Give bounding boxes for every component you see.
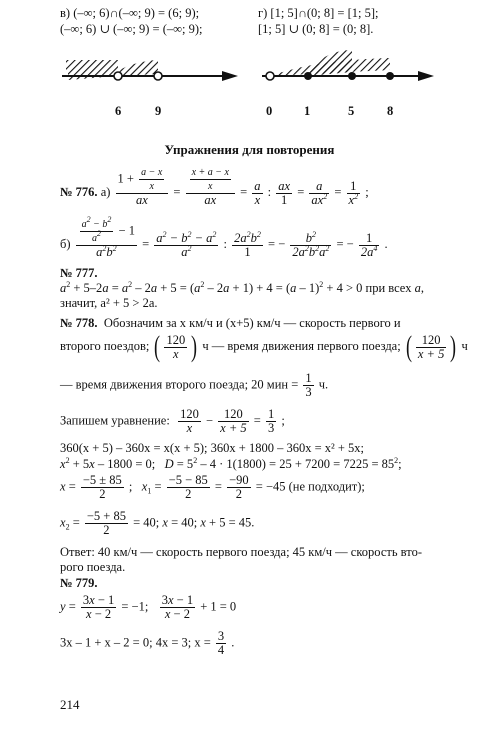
- axis-label-5: 5: [348, 104, 355, 118]
- problem-778-answer1: Ответ: 40 км/ч — скорость первого поезда; 45 км/ч — скорость вто-: [60, 545, 422, 559]
- set-g-line1: г) [1; 5]∩(0; 8] = [1; 5];: [258, 6, 379, 20]
- set-g-line2: [1; 5] ∪ (0; 8] = (0; 8].: [258, 22, 374, 36]
- axis-label-0: 0: [266, 104, 273, 118]
- number-line-v: [62, 60, 238, 81]
- problem-778-roots2: $x_2$ = $\frac{-5 + 85}{2}$ = 40; x = 40; x + 5 = 45.: [60, 509, 255, 537]
- problem-778-line5: 360(x + 5) – 360x = x(x + 5); 360x + 1800 – 360x = x² + 5x;: [60, 441, 365, 455]
- problem-779-line1: y = $\frac{3x - 1}{x - 2}$ = −1; $\frac{3x - 1}{x - 2}$ + 1 = 0: [60, 593, 237, 621]
- problem-777-line2: значит, a² + 5 > 2a.: [60, 296, 158, 310]
- problem-779-line2: 3x – 1 + x – 2 = 0; 4x = 3; x = $\frac{3}{4}$ .: [60, 629, 235, 657]
- axis-label-9: 9: [155, 104, 162, 118]
- problem-778-roots1: x = $\frac{-5 \pm 85}{2}$ ; $x_1$ = $\frac{-5 - 85}{2}$ = $\frac{-90}{2}$ = −45 (не подходит);: [60, 473, 365, 501]
- axis-label-6: 6: [115, 104, 122, 118]
- problem-778-line2: второго поездов; ( $\frac{120}{x}$ ) ч — время движения первого поезда; ( $\frac{120}{x + 5}$ ) ч: [60, 330, 468, 363]
- problem-778-answer2: рого поезда.: [60, 560, 126, 574]
- problem-776-a: № 776. а) 1 + $\frac{a - x}{x}$ ax = $\frac{\frac{x + a - x}{x}}{ax}$ = $\frac{a}{x}$ : $\frac{ax}{1}$ = $\frac{a}{ax^2}$ = $\frac{1}{x^2}$ ;: [60, 167, 369, 207]
- problem-number: № 776.: [60, 185, 98, 199]
- open-point-6: [114, 72, 122, 80]
- closed-point-1: [304, 72, 312, 80]
- problem-779-number: № 779.: [60, 576, 98, 590]
- set-v-line2: (–∞; 6) ∪ (–∞; 9) = (–∞; 9);: [60, 22, 203, 36]
- problem-776-b: б) $\frac{a^2 - b^2}{a^2}$ − 1 $a^2b^2$ = $\frac{a^2 - b^2 - a^2}{a^2}$ : $\frac{2a^2b^2}{1}$ = − $\frac{b^2}{2a^2b^2a^2}$ = − $\frac{1}{2a^4}$ .: [60, 215, 388, 259]
- section-title: Упражнения для повторения: [164, 142, 335, 157]
- part-label: а): [100, 185, 111, 199]
- problem-778-line1: № 778. Обозначим за x км/ч и (x+5) км/ч — скорость первого и: [60, 316, 401, 330]
- part-label: б): [60, 237, 71, 251]
- page-number: 214: [60, 697, 80, 712]
- closed-point-8: [386, 72, 394, 80]
- problem-778-line6: $x^2 + 5x - 1800 = 0$; $D = 5^2 - 4 \cdot 1(1800) = 25 + 7200 = 7225 = 85^2$;: [60, 456, 402, 471]
- problem-777-number: № 777.: [60, 266, 98, 280]
- number-line-g: [262, 50, 434, 81]
- open-point-0: [266, 72, 274, 80]
- axis-label-8: 8: [387, 104, 394, 118]
- axis-label-1: 1: [304, 104, 311, 118]
- open-point-9: [154, 72, 162, 80]
- problem-778-line3: — время движения второго поезда; 20 мин = $\frac{1}{3}$ ч.: [60, 371, 329, 399]
- problem-777-line1: $a^2 + 5-2a = a^2 - 2a + 5 = (a^2 - 2a + 1) + 4 = (a - 1)^2 + 4 > 0$ при всех a,: [60, 280, 424, 295]
- closed-point-5: [348, 72, 356, 80]
- problem-778-equation: Запишем уравнение: $\frac{120}{x}$ − $\frac{120}{x + 5}$ = $\frac{1}{3}$ ;: [60, 407, 285, 435]
- number-lines: [0, 0, 499, 130]
- set-v-line1: в) (–∞; 6)∩(–∞; 9) = (6; 9);: [60, 6, 200, 20]
